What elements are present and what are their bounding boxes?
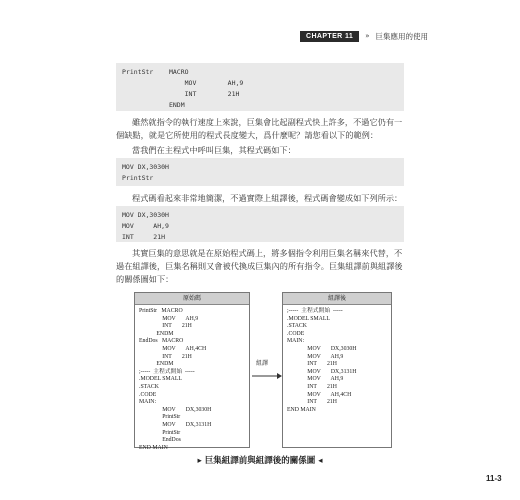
- paragraph-4: 其實巨集的意思就是在原始程式碼上，將多個指令利用巨集名稱來代替，不過在組譯後，巨集名稱則又會被代換成巨集內的所有指令。巨集組譯前與組譯後的關係圖如下：: [116, 248, 403, 284]
- paragraph-2: 當我們在主程式中呼叫巨集，其程式碼如下：: [132, 145, 296, 155]
- chapter-header: [300, 30, 428, 42]
- source-code-title: 原始碼: [135, 293, 249, 305]
- source-code-content: PrintStr MACRO MOV AH,9 INT 21H ENDM EndDos MACRO MOV AH,4CH INT 21H ENDM ;----- 主程式開始 ----- .MODEL SMALL .STACK .CODE MAIN: MOV DX,3030H PrintStr MOV DX,3131H PrintStr EndDos END MAIN: [139, 308, 212, 451]
- paragraph-1: 雖然就指令的執行速度上來說，巨集會比起副程式快上許多，不過它仍有一個缺點，就是它所使用的程式長度變大，爲什麼呢？請您看以下的範例：: [116, 117, 403, 140]
- chapter-arrow-icon: »: [365, 32, 370, 40]
- code-block-macro: PrintStr MACRO MOV AH,9 INT 21H ENDM: [116, 63, 404, 111]
- figure-caption: ▸ 巨集組譯前與組譯後的關係圖 ◂: [197, 456, 323, 466]
- source-code-box: [134, 292, 250, 451]
- assembled-code-box: [282, 292, 392, 448]
- assembled-code-title: 組譯後: [283, 293, 391, 305]
- macro-diagram: [0, 292, 520, 452]
- chapter-label: CHAPTER 11: [300, 31, 359, 42]
- assembled-code-content: ;----- 主程式開始 ----- .MODEL SMALL .STACK .CODE MAIN: MOV DX,3030H MOV AH,9 INT 21H MOV DX,3131H MOV AH,9 INT 21H MOV AH,4CH INT 21H END MAIN: [287, 308, 357, 413]
- chapter-title: 巨集應用的使用: [375, 31, 428, 41]
- code-block-call: MOV DX,3030H PrintStr: [116, 158, 404, 186]
- code-block-expanded: MOV DX,3030H MOV AH,9 INT 21H: [116, 206, 404, 242]
- assemble-label: 組譯: [256, 360, 269, 367]
- page-number: 11-3: [486, 474, 502, 483]
- assemble-arrow-icon: [250, 292, 282, 452]
- paragraph-3: 程式碼看起來非常地簡潔，不過實際上組譯後，程式碼會變成如下列所示：: [132, 193, 403, 203]
